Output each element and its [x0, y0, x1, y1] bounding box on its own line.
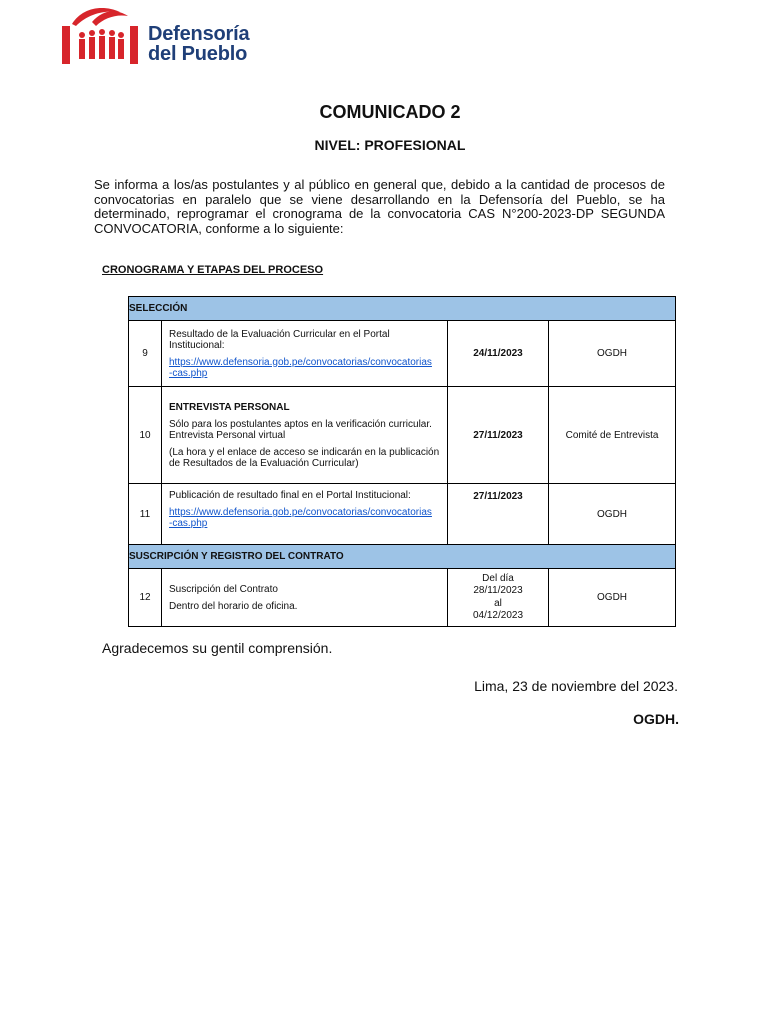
interview-heading: ENTREVISTA PERSONAL — [169, 401, 290, 413]
row-description — [162, 321, 448, 387]
schedule-heading: CRONOGRAMA Y ETAPAS DEL PROCESO — [102, 264, 324, 276]
description-note: Dentro del horario de oficina. — [169, 600, 298, 612]
row-number: 12 — [129, 569, 162, 627]
row-date: 27/11/2023 — [448, 387, 549, 484]
table-section-row — [129, 545, 676, 569]
portal-link-cont[interactable]: -cas.php — [169, 367, 208, 379]
place-date: Lima, 23 de noviembre del 2023. — [474, 678, 678, 694]
table-row — [129, 387, 676, 484]
portal-link-cont[interactable]: -cas.php — [169, 518, 208, 529]
schedule-table — [128, 296, 676, 627]
date-range-end: 04/12/2023 — [472, 610, 524, 621]
row-description — [162, 484, 448, 545]
row-description — [162, 569, 448, 627]
row-number: 10 — [129, 387, 162, 484]
row-responsible: OGDH — [549, 321, 676, 387]
date-range-to-label: al — [494, 597, 502, 609]
date-range-from-label: Del día — [482, 572, 514, 584]
description-text: Sólo para los postulantes aptos en la verificación curricular. Entrevista Personal virtual — [169, 418, 432, 441]
row-number: 9 — [129, 321, 162, 387]
logo-line-1: Defensoría — [148, 23, 250, 45]
row-description — [162, 387, 448, 484]
document-subtitle: NIVEL: PROFESIONAL — [314, 137, 466, 153]
table-section-row — [129, 297, 676, 321]
row-date: 27/11/2023 — [448, 484, 549, 545]
signature: OGDH. — [633, 711, 679, 727]
table-row — [129, 569, 676, 627]
row-responsible: Comité de Entrevista — [549, 387, 676, 484]
description-note: (La hora y el enlace de acceso se indicarán en la publicación de Resultados de la Evaluación Curricular) — [169, 446, 440, 469]
defensoria-emblem-icon — [62, 2, 138, 66]
table-row — [129, 484, 676, 545]
closing-text: Agradecemos su gentil comprensión. — [102, 640, 333, 656]
defensoria-logo — [62, 2, 262, 66]
intro-paragraph: Se informa a los/as postulantes y al público en general que, debido a la cantidad de procesos de convocatorias en paralelo que se viene desarrollando en la Defensoría del Pueblo, se ha determinado, reprogramar el cronograma de la convocatoria CAS N°200-2023-DP SEGUNDA CONVOCATORIA, conforme a lo siguiente: — [94, 177, 665, 236]
table-row — [129, 321, 676, 387]
document-title: COMUNICADO 2 — [319, 102, 461, 122]
description-text: Publicación de resultado final en el Portal Institucional: — [169, 490, 411, 501]
description-text: Resultado de la Evaluación Curricular en el Portal Institucional: — [169, 328, 390, 351]
row-number: 11 — [129, 484, 162, 545]
section-selection: SELECCIÓN — [129, 297, 676, 321]
date-range-start: 28/11/2023 — [473, 585, 523, 596]
portal-link[interactable]: https://www.defensoria.gob.pe/convocatorias/convocatorias — [169, 507, 432, 518]
row-responsible: OGDH — [549, 484, 676, 545]
row-date: 24/11/2023 — [448, 321, 549, 387]
row-responsible: OGDH — [549, 569, 676, 627]
row-date-range — [448, 569, 549, 627]
description-text: Suscripción del Contrato — [169, 583, 278, 595]
portal-link[interactable]: https://www.defensoria.gob.pe/convocatorias/convocatorias — [169, 356, 432, 368]
logo-wordmark — [148, 24, 249, 64]
logo-line-2: del Pueblo — [148, 43, 248, 65]
section-contract: SUSCRIPCIÓN Y REGISTRO DEL CONTRATO — [129, 545, 676, 569]
